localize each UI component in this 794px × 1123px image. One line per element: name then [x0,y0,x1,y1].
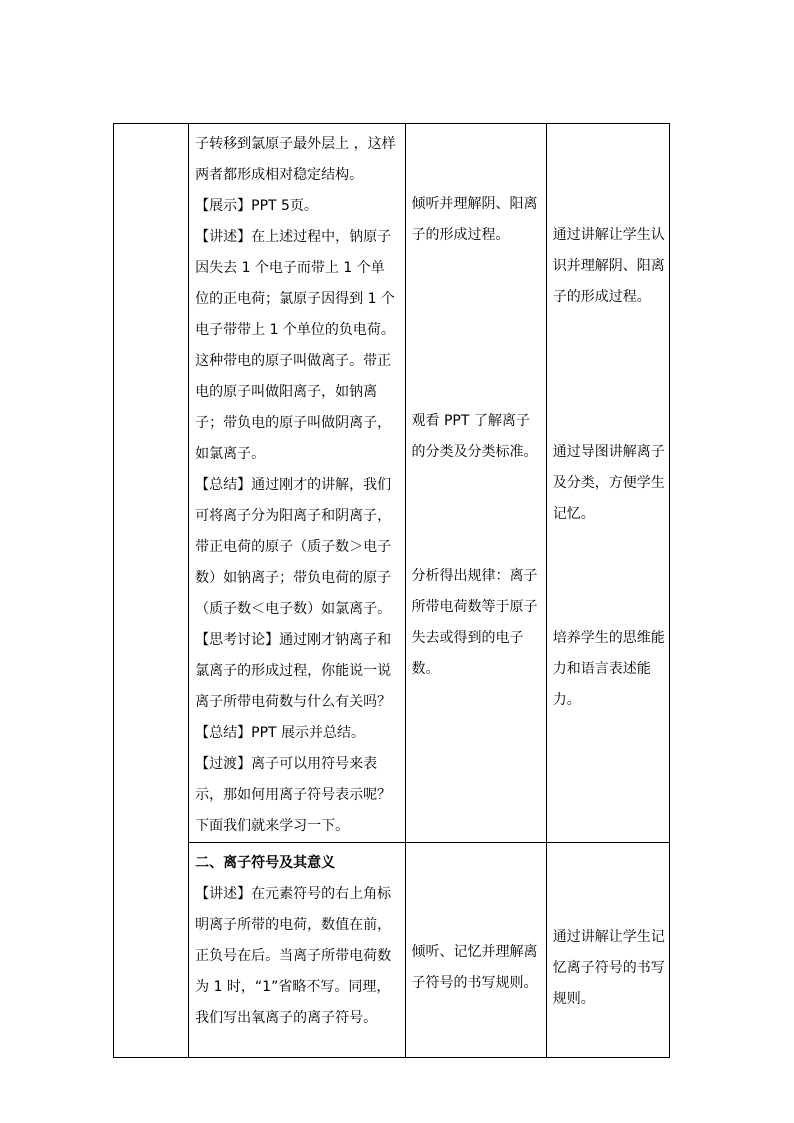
teacher-text: 【讲述】在上述过程中，钠原子因失去 1 个电子而带上 1 个单位的正电荷；氯原子因得到 1 个电子带带上 1 个单位的负电荷。这种带电的原子叫做离子。带正电的原子叫做阳离子，如钠离子；带负电的原子叫做阴离子，如氯离子。 [195,229,395,462]
teacher-text: 【过渡】离子可以用符号来表示，那如何用离子符号表示呢？下面我们就来学习一下。 [195,756,392,834]
student-text: 倾听并理解阴、阳离子的形成过程。 [411,196,538,243]
intent-text: 通过讲解让学生认识并理解阴、阳离子的形成过程。 [552,227,665,305]
phase-cell [114,124,189,1058]
teacher-activity-cell [189,843,405,1058]
student-activity-cell [405,124,546,843]
student-text: 分析得出规律：离子所带电荷数等于原子失去或得到的电子数。 [411,568,538,677]
teacher-text: 【思考讨论】通过刚才钠离子和氯离子的形成过程，你能说一说离子所带电荷数与什么有关吗？ [195,632,392,710]
teacher-activity-cell [189,124,405,843]
teacher-text: 【讲述】在元素符号的右上角标明离子所带的电荷，数值在前，正负号在后。当离子所带电荷数为 1 时，“1”省略不写。同理，我们写出氧离子的离子符号。 [195,886,392,1026]
intent-text: 通过讲解让学生记忆离子符号的书写规则。 [552,929,665,1007]
teacher-text: 【总结】通过刚才的讲解，我们可将离子分为阳离子和阴离子，带正电荷的原子（质子数＞电子数）如钠离子；带负电荷的原子（质子数＜电子数）如氯离子。 [195,477,392,617]
intent-text: 通过导图讲解离子及分类，方便学生记忆。 [552,444,665,522]
student-text: 观看 PPT 了解离子的分类及分类标准。 [411,413,538,460]
student-activity-cell [405,843,546,1058]
table-row [114,124,670,843]
section-heading: 二、离子符号及其意义 [195,855,336,871]
student-text: 倾听、记忆并理解离子符号的书写规则。 [411,944,538,991]
design-intent-cell [546,843,669,1058]
design-intent-cell [546,124,669,843]
teacher-text: 【总结】PPT 展示并总结。 [195,725,366,741]
lesson-plan-table [113,123,670,1058]
intent-text: 培养学生的思维能力和语言表述能力。 [552,630,665,708]
teacher-text: 子转移到氯原子最外层上 ，这样两者都形成相对稳定结构。 [195,136,396,183]
teacher-text: 【展示】PPT 5页。 [195,198,318,214]
table-row [114,843,670,1058]
